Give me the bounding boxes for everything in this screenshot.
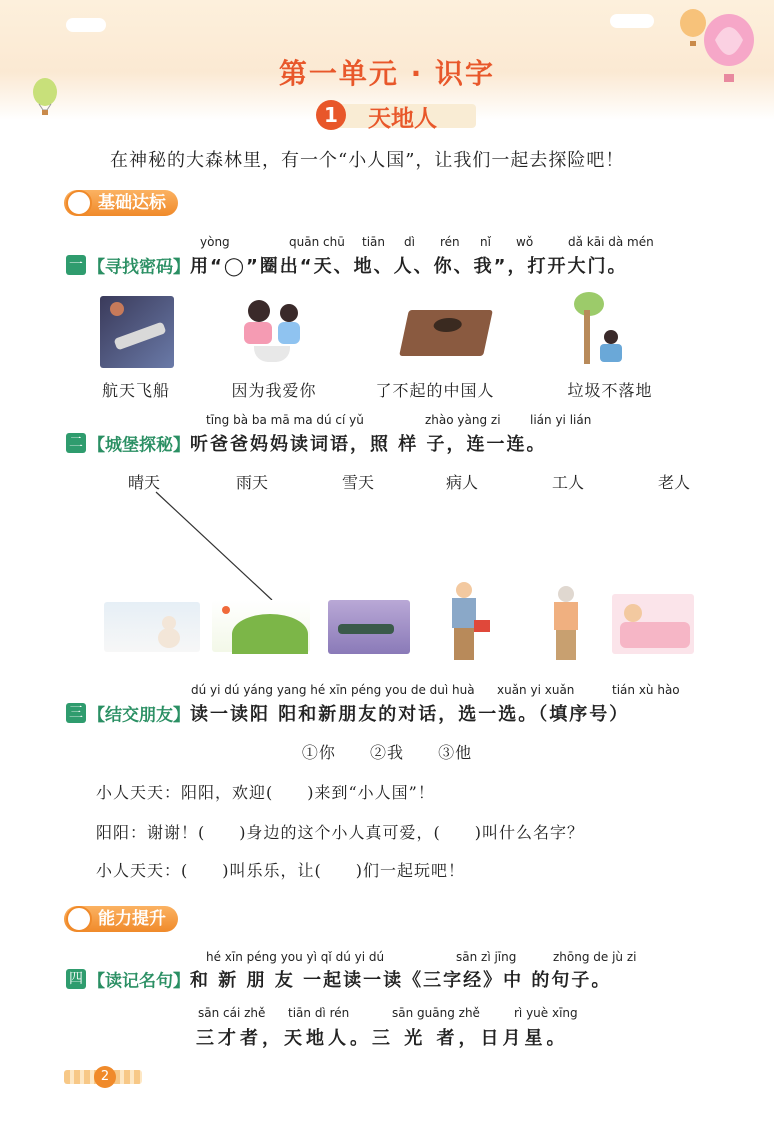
snowy-scene-image: [104, 602, 200, 652]
question-tag: 【城堡探秘】: [88, 435, 190, 456]
section-title: 能力提升: [98, 909, 166, 929]
pinyin: hé xīn péng you yì qǐ dú yi dú: [206, 950, 385, 964]
picking-litter-image: [570, 292, 640, 368]
dialogue-line: 小人天天：( )叫乐乐，让( )们一起玩吧！: [96, 861, 465, 880]
pinyin: sān cái zhě: [198, 1006, 266, 1020]
classic-verse: 三才者，天地人。三 光 者，日月星。: [196, 1028, 569, 1049]
question-number: 四: [66, 969, 86, 989]
example-connector-line: [150, 488, 280, 608]
cloud-decoration: [610, 14, 654, 28]
dialogue-line: 阳阳：谢谢！( )身边的这个小人真可爱，( )叫什么名字？: [96, 823, 584, 842]
sunny-scene-image: [212, 600, 310, 652]
question-tag: 【结交朋友】: [88, 705, 190, 726]
pinyin: sān zì jīng: [456, 950, 517, 964]
rainy-scene-image: [328, 600, 410, 654]
word-item: 雪天: [341, 473, 374, 492]
question-1: [66, 252, 627, 278]
pinyin: zhōng de jù zi: [553, 950, 637, 964]
pinyin: zhào yàng zi: [425, 413, 501, 427]
section-badge-basic: [64, 190, 178, 216]
pinyin: nǐ: [480, 235, 491, 249]
question-number: 二: [66, 433, 86, 453]
compass-artifact-image: [399, 310, 493, 356]
option: ①你: [301, 743, 336, 762]
option: ②我: [369, 743, 404, 762]
lesson-heading: [308, 98, 478, 132]
image-caption: 了不起的中国人: [375, 381, 495, 400]
notebook-icon: [66, 906, 92, 932]
question-2: [66, 430, 547, 456]
image-caption: 因为我爱你: [231, 381, 317, 400]
pinyin: yòng: [200, 235, 230, 249]
word-item: 老人: [657, 473, 690, 492]
pinyin: sān guāng zhě: [392, 1006, 480, 1020]
pinyin: tián xù hào: [612, 683, 680, 697]
worker-image: [440, 576, 492, 662]
pinyin: quān chū: [289, 235, 345, 249]
pinyin: dú yi dú yáng yang hé xīn péng you de duì huà: [191, 683, 475, 697]
sick-person-image: [612, 594, 694, 654]
question-3: [66, 700, 629, 726]
pinyin: rì yuè xīng: [514, 1006, 578, 1020]
answer-options: [0, 740, 774, 763]
page-number: 2: [94, 1066, 116, 1088]
spaceship-image: [100, 296, 174, 368]
question-text: 听爸爸妈妈读词语，照 样 子，连一连。: [190, 434, 547, 455]
unit-title: 第一单元 · 识字: [278, 57, 496, 90]
section-title: 基础达标: [98, 193, 166, 213]
pinyin: wǒ: [516, 235, 534, 249]
pinyin: dǎ kāi dà mén: [568, 235, 654, 249]
question-text: 读一读阳 阳和新朋友的对话，选一选。（填序号）: [190, 704, 630, 725]
word-item: 晴天: [127, 473, 160, 492]
question-tag: 【寻找密码】: [88, 257, 190, 278]
cloud-decoration: [66, 18, 106, 32]
image-caption: 垃圾不落地: [567, 381, 653, 400]
elderly-man-image: [544, 580, 588, 662]
pinyin: rén: [440, 235, 460, 249]
section-badge-advanced: [64, 906, 178, 932]
children-washing-image: [234, 296, 310, 368]
pinyin: lián yi lián: [530, 413, 592, 427]
question-text: 和 新 朋 友 一起读一读《三字经》中 的句子。: [190, 970, 612, 991]
intro-text: 在神秘的大森林里，有一个“小人国”，让我们一起去探险吧！: [110, 150, 625, 171]
page-number-band: [64, 1066, 142, 1088]
word-item: 雨天: [235, 473, 268, 492]
lesson-title: 天地人: [368, 106, 437, 132]
question-tag: 【读记名句】: [88, 971, 190, 992]
question-number: 一: [66, 255, 86, 275]
word-item: 工人: [551, 473, 584, 492]
pinyin: tiān dì rén: [288, 1006, 350, 1020]
lesson-number: 1: [316, 100, 346, 130]
dialogue-line: 小人天天：阳阳，欢迎( )来到“小人国”！: [96, 783, 435, 802]
pinyin: dì: [404, 235, 415, 249]
question-4: [66, 966, 611, 992]
question-text: 用“◯”圈出“天、地、人、你、我”，打开大门。: [190, 256, 628, 277]
pinyin: tiān: [362, 235, 385, 249]
pinyin: tīng bà ba mā ma dú cí yǔ: [206, 413, 364, 427]
word-item: 病人: [445, 473, 478, 492]
option: ③他: [438, 743, 473, 762]
pinyin: xuǎn yi xuǎn: [497, 683, 575, 697]
question-number: 三: [66, 703, 86, 723]
image-caption: 航天飞船: [101, 381, 170, 400]
medal-icon: [66, 190, 92, 216]
